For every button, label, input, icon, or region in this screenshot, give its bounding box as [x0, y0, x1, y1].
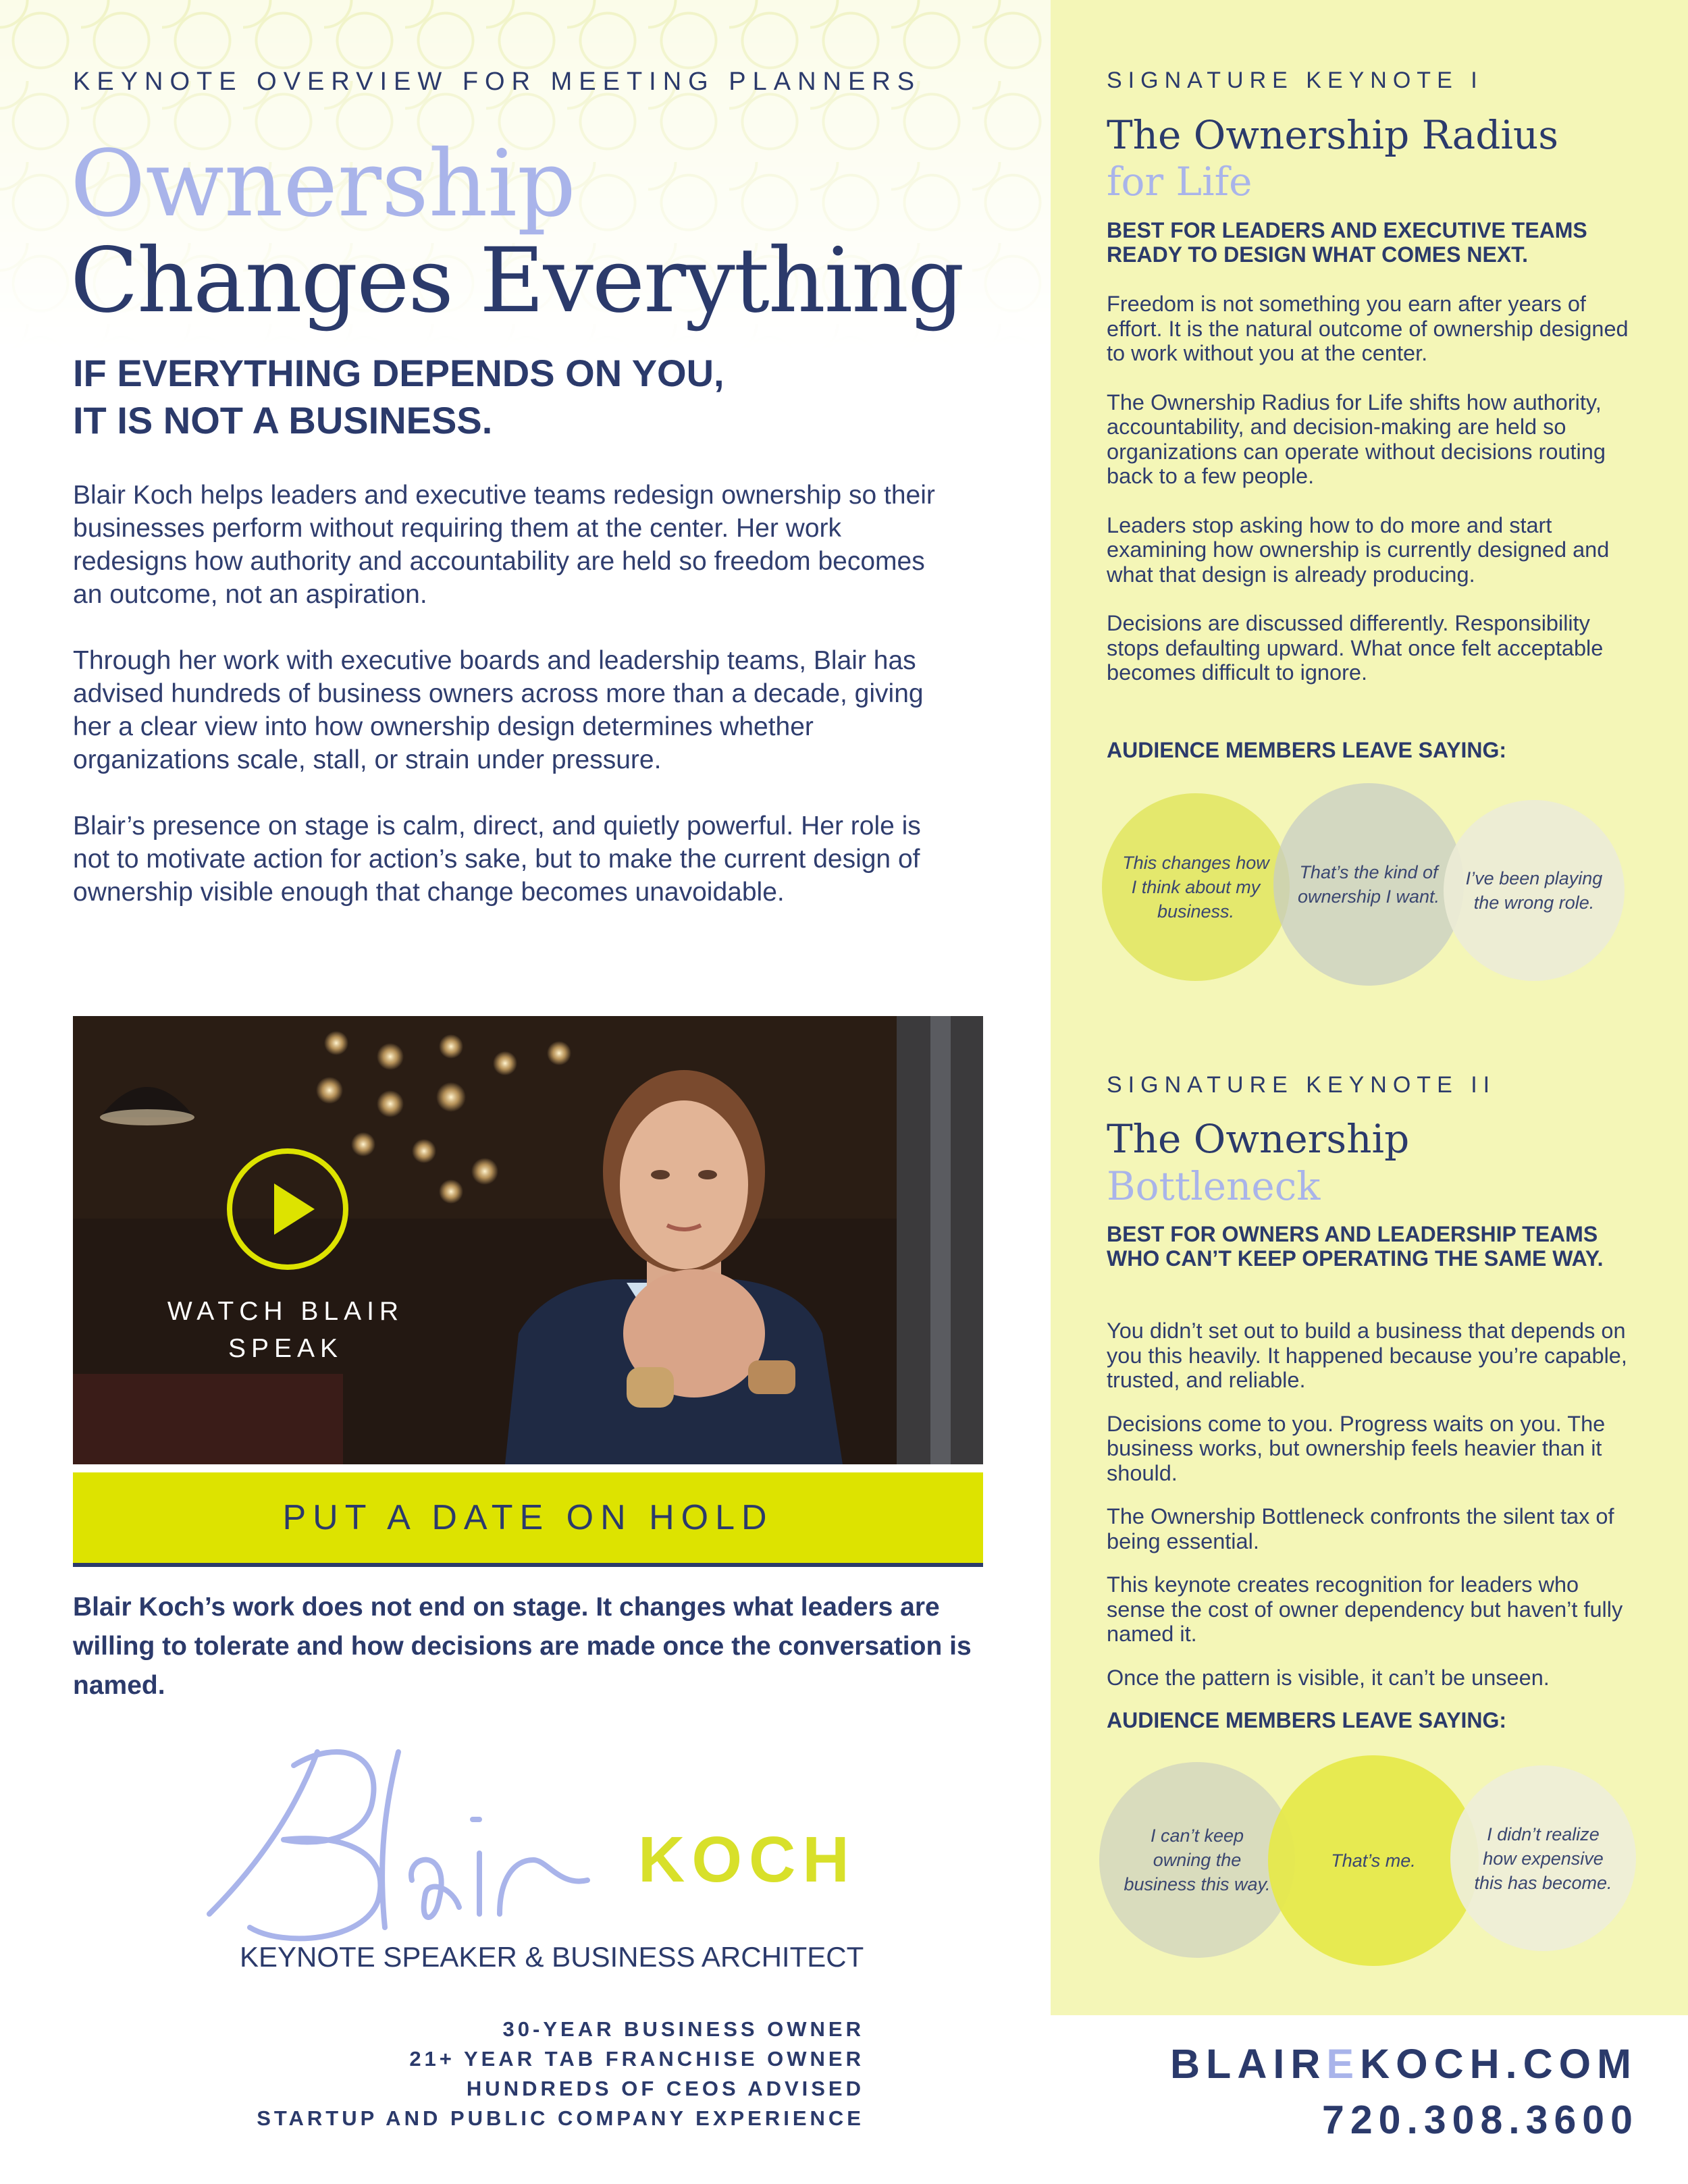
keynote-2-paragraph: This keynote creates recognition for leaders who sense the cost of owner dependency but haven’t fully named it.: [1107, 1572, 1623, 1646]
keynote-2-quote-bubble: [1268, 1755, 1479, 1966]
hold-button-label: PUT A DATE ON HOLD: [282, 1498, 774, 1537]
keynote-2-audience-heading: AUDIENCE MEMBERS LEAVE SAYING:: [1107, 1708, 1507, 1732]
website-link[interactable]: [1170, 2040, 1637, 2087]
website-part: KOCH.COM: [1360, 2041, 1637, 2087]
keynote-1-paragraph: Freedom is not something you earn after years of effort. It is the natural outcome of ownership designed to work without you at the center.: [1107, 292, 1629, 365]
keynote-1-best-for: BEST FOR LEADERS AND EXECUTIVE TEAMS READY TO DESIGN WHAT COMES NEXT.: [1107, 218, 1587, 267]
credentials-list: [257, 2015, 864, 2133]
keynote-2-paragraph: The Ownership Bottleneck confronts the silent tax of being essential.: [1107, 1504, 1614, 1553]
intro-paragraph: Through her work with executive boards and leadership teams, Blair has advised hundreds of business owners across more than a decade, giving her a clear view into how ownership design determines whether organizations scale, stall, or strain under pressure.: [73, 646, 924, 774]
quote-text: This changes how I think about my business.: [1122, 853, 1269, 922]
keynote-1-title: The Ownership Radius: [1107, 112, 1559, 158]
title-line-1: Ownership: [70, 131, 576, 238]
overview-eyebrow: KEYNOTE OVERVIEW FOR MEETING PLANNERS: [73, 68, 922, 96]
keynote-2-paragraph: You didn’t set out to build a business that depends on you this heavily. It happened because you’re capable, trusted, and reliable.: [1107, 1319, 1627, 1392]
video-label: [161, 1293, 411, 1367]
speaker-video[interactable]: [73, 1016, 983, 1464]
keynote-2-subtitle: Bottleneck: [1107, 1163, 1321, 1209]
keynote-2-paragraph: Decisions come to you. Progress waits on you. The business works, but ownership feels heavier than it should.: [1107, 1411, 1606, 1485]
closing-statement: Blair Koch’s work does not end on stage. It changes what leaders are willing to tolerate and how decisions are made once the conversation is named.: [73, 1593, 972, 1700]
subheadline: [73, 350, 724, 444]
keynote-2-quote-bubble: [1099, 1762, 1295, 1958]
keynote-1-quote-bubble: [1444, 800, 1625, 981]
keynote-1-body: [1107, 292, 1633, 710]
website-part: BLAIR: [1170, 2041, 1327, 2087]
subheadline-line-1: IF EVERYTHING DEPENDS ON YOU,: [73, 352, 724, 394]
keynote-1-paragraph: Leaders stop asking how to do more and start examining how ownership is currently designed and what that design is already producing.: [1107, 512, 1610, 587]
quote-text: That’s the kind of ownership I want.: [1297, 862, 1440, 907]
video-scene: [73, 1016, 983, 1464]
subheadline-line-2: IT IS NOT A BUSINESS.: [73, 399, 493, 442]
blair-signature-mark: [182, 1725, 655, 1968]
credential-item: HUNDREDS OF CEOS ADVISED: [466, 2077, 864, 2100]
intro-paragraph: Blair’s presence on stage is calm, direct, and quietly powerful. Her role is not to motivate action for action’s sake, but to make the current design of ownership visible enough that change becomes unavoidable.: [73, 811, 921, 907]
phone-number[interactable]: 720.308.3600: [1322, 2098, 1639, 2142]
title-line-2: Changes Everything: [70, 229, 964, 333]
keynote-1-eyebrow: SIGNATURE KEYNOTE I: [1107, 68, 1483, 93]
website-accent-letter: E: [1326, 2041, 1361, 2087]
logo-tagline: KEYNOTE SPEAKER & BUSINESS ARCHITECT: [240, 1941, 864, 1973]
keynote-2-paragraph: Once the pattern is visible, it can’t be unseen.: [1107, 1665, 1550, 1690]
keynote-1-paragraph: The Ownership Radius for Life shifts how authority, accountability, and decision-making are held so organizations can operate without decisions routing back to a few people.: [1107, 390, 1606, 488]
intro-body: [73, 479, 951, 942]
keynote-2-eyebrow: SIGNATURE KEYNOTE II: [1107, 1072, 1496, 1098]
keynote-1-audience-heading: AUDIENCE MEMBERS LEAVE SAYING:: [1107, 738, 1507, 762]
keynote-2-title: The Ownership: [1107, 1116, 1410, 1162]
quote-text: I’ve been playing the wrong role.: [1465, 868, 1603, 913]
play-icon: [232, 1154, 343, 1264]
quote-text: I didn’t realize how expensive this has become.: [1474, 1823, 1612, 1893]
keynote-2-best-for: BEST FOR OWNERS AND LEADERSHIP TEAMS WHO CAN’T KEEP OPERATING THE SAME WAY.: [1107, 1222, 1604, 1271]
quote-text: I can’t keep owning the business this way.: [1124, 1826, 1271, 1894]
play-button[interactable]: [227, 1148, 348, 1270]
quote-text: That’s me.: [1331, 1850, 1416, 1871]
intro-paragraph: Blair Koch helps leaders and executive teams redesign ownership so their businesses perform without requiring them at the center. Her work redesigns how authority and accountability are held so freedom becomes an outcome, not an aspiration.: [73, 481, 935, 609]
video-label-line-1: WATCH BLAIR: [167, 1297, 404, 1326]
keynote-1-subtitle: for Life: [1107, 159, 1252, 205]
keynote-1-quote-bubble: [1102, 793, 1290, 981]
credential-item: STARTUP AND PUBLIC COMPANY EXPERIENCE: [257, 2106, 864, 2130]
credential-item: 21+ YEAR TAB FRANCHISE OWNER: [409, 2047, 864, 2071]
keynote-1-quote-bubble: [1273, 783, 1464, 986]
credential-item: 30-YEAR BUSINESS OWNER: [502, 2017, 864, 2041]
keynote-2-body: [1107, 1319, 1633, 1709]
keynote-2-quote-bubble: [1450, 1765, 1636, 1951]
put-date-on-hold-button[interactable]: [73, 1472, 983, 1567]
keynote-1-paragraph: Decisions are discussed differently. Responsibility stops defaulting upward. What once felt acceptable becomes difficult to ignore.: [1107, 611, 1604, 685]
blair-koch-logo: [182, 1725, 871, 1973]
video-label-line-2: SPEAK: [228, 1334, 344, 1363]
logo-surname: KOCH: [638, 1823, 856, 1896]
